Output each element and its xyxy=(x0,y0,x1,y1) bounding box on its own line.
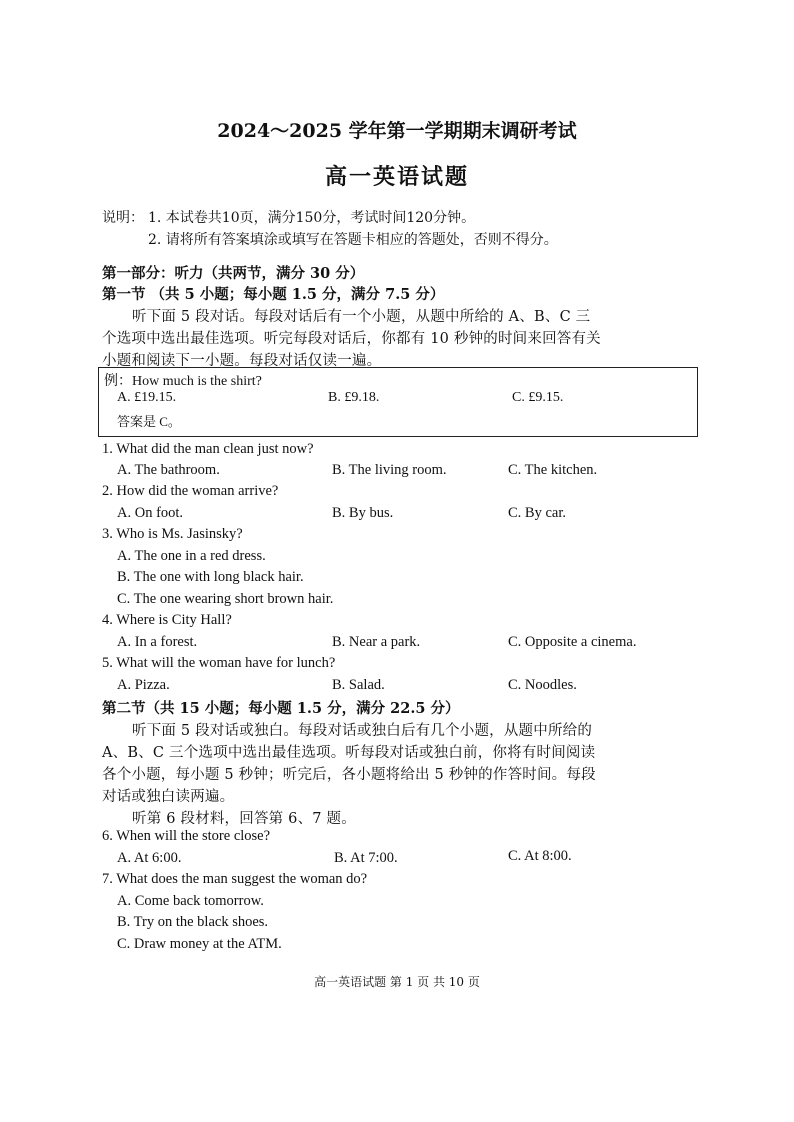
example-option-c: C. £9.15. xyxy=(512,390,564,405)
q5-option-a: A. Pizza. xyxy=(117,677,170,693)
exam-title: 2024～2025 学年第一学期期末调研考试 xyxy=(217,120,577,142)
q7-option-c: C. Draw money at the ATM. xyxy=(117,936,282,952)
q1-option-a: A. The bathroom. xyxy=(117,462,220,478)
section2-directions-line-3: 各个小题，每小题 5 秒钟；听完后，各小题将给出 5 秒钟的作答时间。每段 xyxy=(102,767,596,783)
question-3: 3. Who is Ms. Jasinsky? xyxy=(102,526,243,542)
question-4: 4. Where is City Hall? xyxy=(102,612,232,628)
page-footer: 高一英语试题 第 1 页 共 10 页 xyxy=(314,975,480,989)
q4-option-c: C. Opposite a cinema. xyxy=(508,634,637,650)
section1-title: 第一节 （共 5 小题；每小题 1.5 分，满分 7.5 分） xyxy=(102,286,445,303)
question-1: 1. What did the man clean just now? xyxy=(102,441,314,457)
q3-option-b: B. The one with long black hair. xyxy=(117,569,304,585)
example-question: 例：How much is the shirt? xyxy=(104,374,262,389)
q1-option-b: B. The living room. xyxy=(332,462,447,478)
q6-option-b: B. At 7:00. xyxy=(334,850,398,866)
q6-option-c: C. At 8:00. xyxy=(508,848,572,864)
part1-title: 第一部分：听力（共两节，满分 30 分） xyxy=(102,265,365,282)
section2-directions-line-1: 听下面 5 段对话或独白。每段对话或独白后有几个小题，从题中所给的 xyxy=(132,723,593,739)
instructions-label: 说明： xyxy=(102,210,144,226)
section2-title: 第二节（共 15 小题；每小题 1.5 分，满分 22.5 分） xyxy=(102,700,460,717)
q2-option-c: C. By car. xyxy=(508,505,566,521)
q4-option-b: B. Near a park. xyxy=(332,634,421,650)
instruction-item-1: 1. 本试卷共10页，满分150分，考试时间120分钟。 xyxy=(148,210,476,226)
q5-option-b: B. Salad. xyxy=(332,677,385,693)
question-5: 5. What will the woman have for lunch? xyxy=(102,655,336,671)
q5-option-c: C. Noodles. xyxy=(508,677,577,693)
q7-option-b: B. Try on the black shoes. xyxy=(117,914,269,930)
example-option-a: A. £19.15. xyxy=(117,390,177,405)
section2-directions-line-4: 对话或独白读两遍。 xyxy=(102,789,235,805)
q2-option-a: A. On foot. xyxy=(117,505,184,521)
example-answer: 答案是 C。 xyxy=(117,414,181,429)
question-7: 7. What does the man suggest the woman do? xyxy=(102,871,368,887)
question-6: 6. When will the store close? xyxy=(102,828,271,844)
example-option-b: B. £9.18. xyxy=(328,390,380,405)
q7-option-a: A. Come back tomorrow. xyxy=(117,893,264,909)
q4-option-a: A. In a forest. xyxy=(117,634,198,650)
question-2: 2. How did the woman arrive? xyxy=(102,483,279,499)
q3-option-c: C. The one wearing short brown hair. xyxy=(117,591,334,607)
exam-subject: 高一英语试题 xyxy=(324,164,469,190)
material-note: 听第 6 段材料，回答第 6、7 题。 xyxy=(132,811,356,827)
q3-option-a: A. The one in a red dress. xyxy=(117,548,266,564)
instruction-item-2: 2. 请将所有答案填涂或填写在答题卡相应的答题处，否则不得分。 xyxy=(148,232,558,248)
section2-directions-line-2: A、B、C 三个选项中选出最佳选项。听每段对话或独白前，你将有时间阅读 xyxy=(102,745,596,761)
q2-option-b: B. By bus. xyxy=(332,505,394,521)
q1-option-c: C. The kitchen. xyxy=(508,462,598,478)
section1-directions-line-1: 听下面 5 段对话。每段对话后有一个小题，从题中所给的 A、B、C 三 xyxy=(132,309,591,325)
section1-directions-line-2: 个选项中选出最佳选项。听完每段对话后，你都有 10 秒钟的时间来回答有关 xyxy=(102,331,601,347)
q6-option-a: A. At 6:00. xyxy=(117,850,182,866)
section1-directions-line-3: 小题和阅读下一小题。每段对话仅读一遍。 xyxy=(102,353,382,369)
